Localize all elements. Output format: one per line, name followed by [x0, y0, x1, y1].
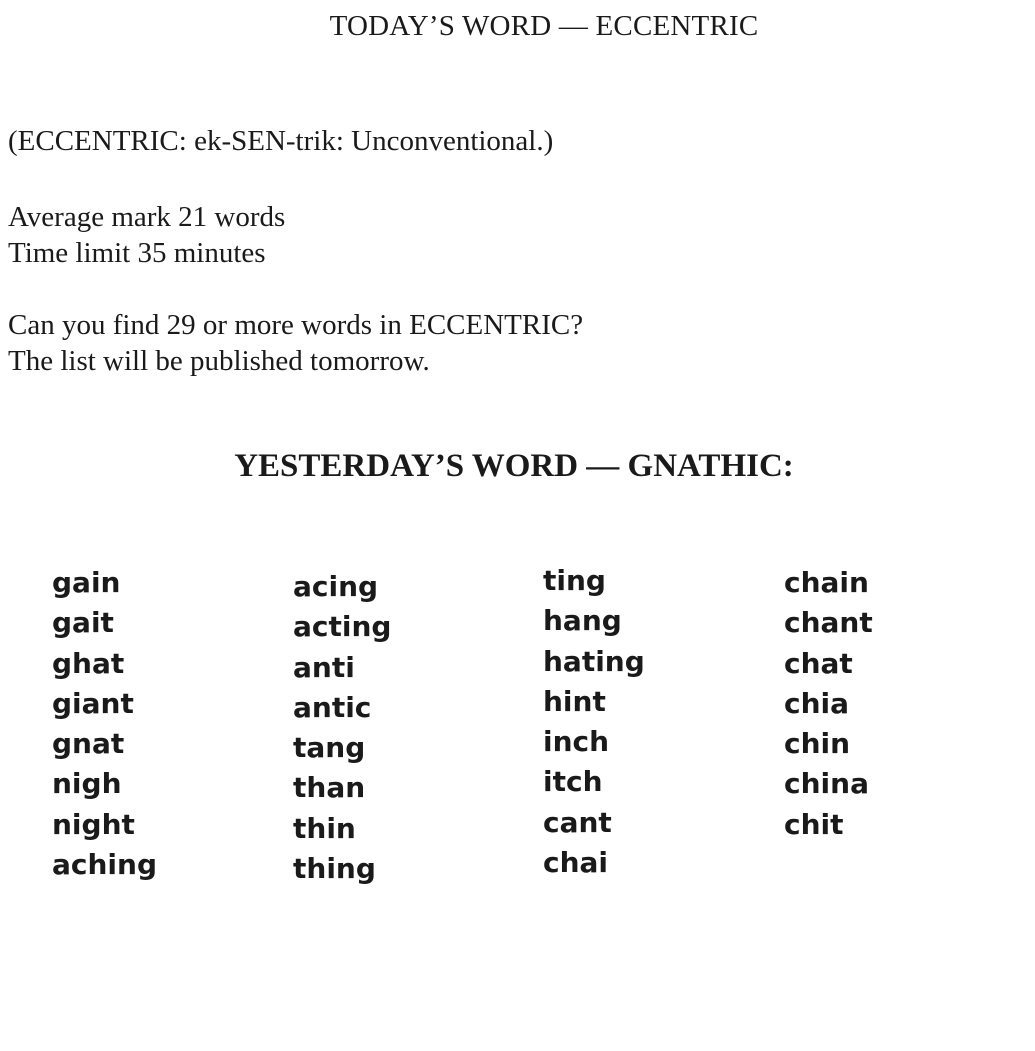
puzzle-stats: [8, 199, 285, 271]
word-list-column-1: [52, 563, 157, 885]
publish-note: The list will be published tomorrow.: [8, 345, 430, 377]
word-item: china: [784, 767, 869, 801]
word-item: night: [52, 807, 135, 841]
word-item: chit: [784, 807, 844, 841]
word-list-column-4: [784, 563, 873, 845]
average-mark: Average mark 21 words: [8, 201, 286, 233]
word-item: ghat: [52, 646, 125, 680]
word-item: chin: [784, 727, 851, 761]
word-item: chat: [784, 646, 853, 680]
word-item: gait: [52, 606, 114, 640]
word-item: cant: [543, 805, 612, 839]
word-item: aching: [52, 848, 157, 882]
word-item: gain: [52, 566, 121, 599]
word-item: hating: [543, 644, 645, 678]
word-item: tang: [293, 731, 366, 765]
challenge-text: [8, 307, 583, 379]
word-list-column-3: [543, 561, 645, 883]
word-item: inch: [543, 725, 610, 759]
word-item: ting: [543, 564, 606, 597]
word-item: hang: [543, 604, 622, 638]
word-item: chant: [784, 606, 873, 640]
word-item: thin: [293, 811, 356, 845]
word-item: chia: [784, 686, 850, 720]
word-item: itch: [543, 765, 603, 799]
word-item: anti: [293, 650, 355, 684]
today-word-title: TODAY’S WORD — ECCENTRIC: [329, 10, 759, 42]
word-item: chain: [784, 566, 869, 599]
word-item: than: [293, 771, 366, 805]
time-limit: Time limit 35 minutes: [8, 237, 266, 269]
word-item: acing: [293, 570, 379, 603]
challenge-question: Can you find 29 or more words in ECCENTRIC?: [8, 309, 584, 341]
word-item: antic: [293, 690, 372, 724]
word-item: gnat: [52, 727, 125, 761]
yesterday-word-heading: YESTERDAY’S WORD — GNATHIC:: [234, 448, 794, 484]
word-item: giant: [52, 686, 134, 720]
word-item: thing: [293, 852, 376, 886]
word-item: acting: [293, 610, 392, 644]
word-definition: (ECCENTRIC: ek-SEN-trik: Unconventional.): [8, 125, 554, 157]
word-item: chai: [543, 846, 609, 880]
word-item: hint: [543, 684, 606, 718]
word-item: nigh: [52, 767, 122, 801]
word-list-column-2: [293, 567, 391, 889]
